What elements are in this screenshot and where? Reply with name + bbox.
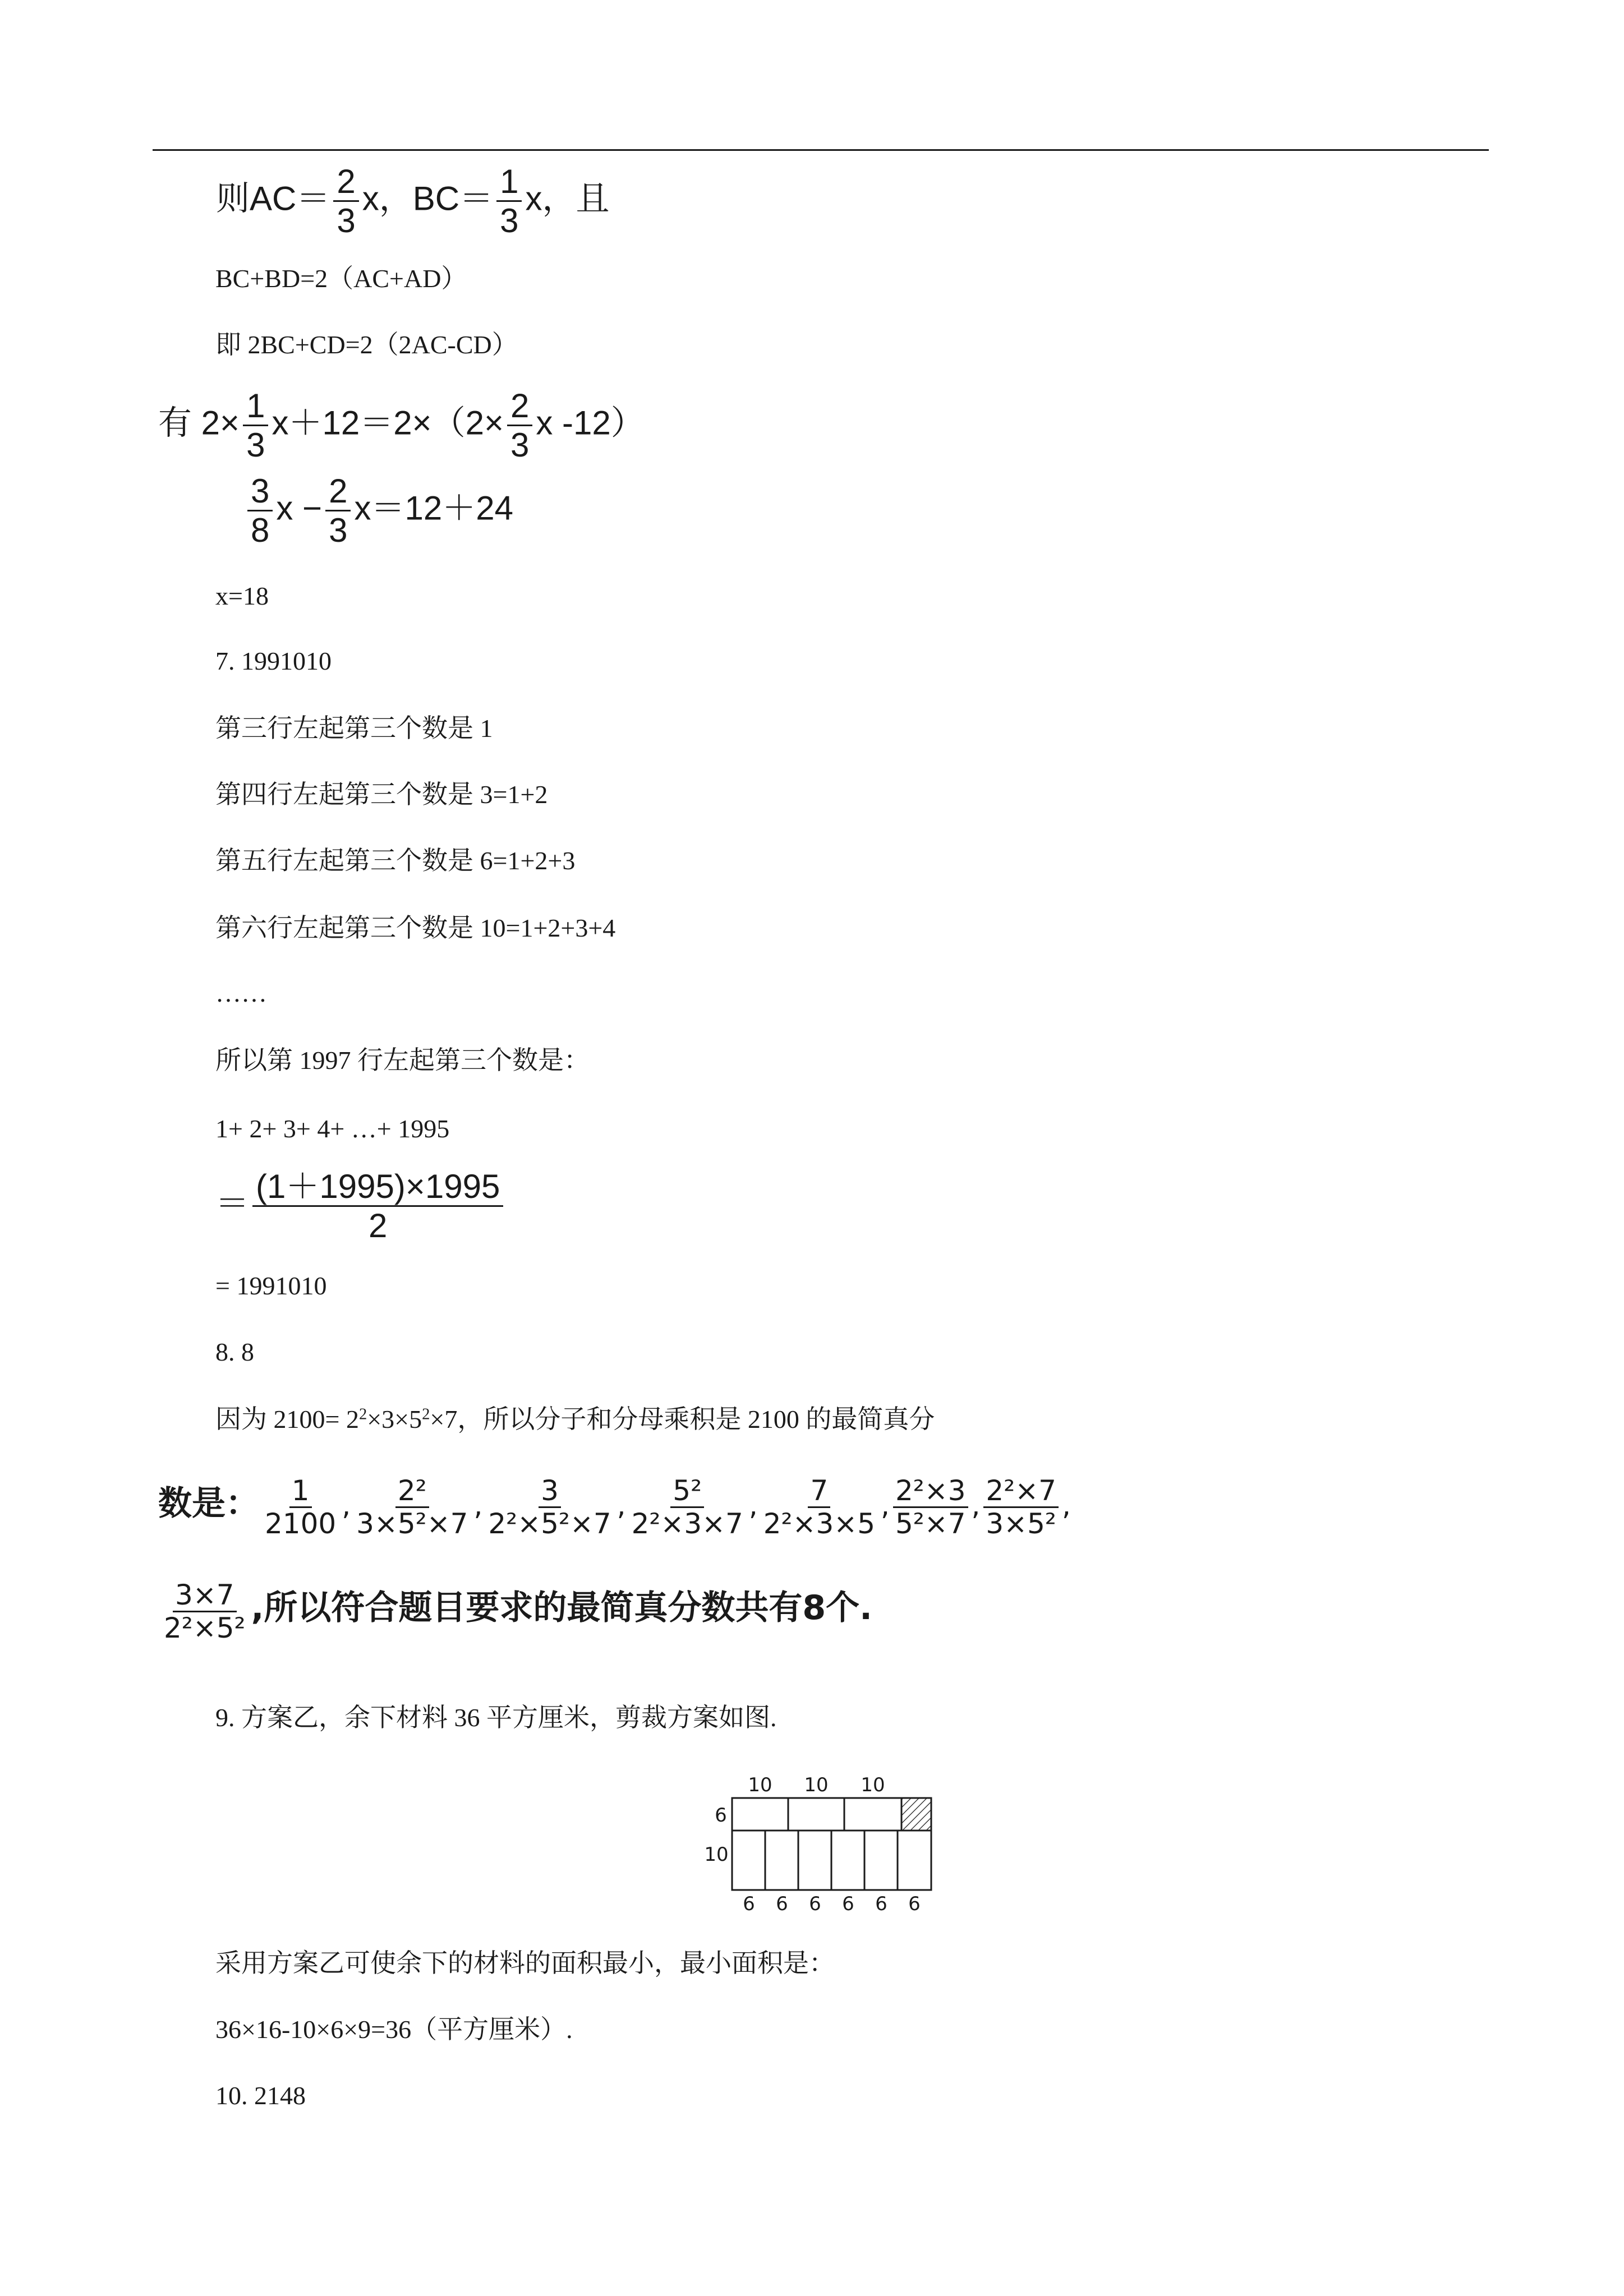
text-line: 第四行左起第三个数是 3=1+2 [215,780,548,809]
fraction: $\frac{1}{3}$ [496,163,522,239]
proper-fraction: $\frac{3\times 7}{\text{2²×5²}}$ [164,1579,246,1644]
text-line: 因为 $2100= 2^2\times 3\times 5^2\times 7$，所以分子和分母乘积是 2100 的最简真分 [215,1405,935,1433]
text-line: 第五行左起第三个数是 6=1+2+3 [215,846,576,875]
comma-separator: , [1061,1489,1071,1522]
answer-9: 9. 方案乙，余下材料 36 平方厘米，剪裁方案如图. [215,1703,777,1732]
text-line: x=18 [215,582,269,610]
proper-fraction: $\frac{3}{\text{2²×5²×7}}$ [488,1474,611,1540]
proper-fraction: $\frac{1}{2100}$ [265,1474,337,1540]
bottom-label: 6 [776,1893,788,1912]
comma-separator: , [881,1489,890,1522]
text-line: BC+BD=2（AC+AD） [215,264,467,293]
proper-fraction: $\frac{\text{2²×3}}{\text{5²×7}}$ [893,1475,968,1539]
fractions-row-2: $\frac{3\times 7}{\text{2²×5²}}$ ,所以符合题目要求的最简真分数共有8个. [158,1579,872,1644]
equation-line: 有 2× $\frac{1}{3}$ x＋12＝2×（2× $\frac{2}{3}$ x -12） [158,387,645,464]
fraction: $\frac{(1+1995)\times 1995}{2}$ [252,1168,503,1244]
text-line: 即 2BC+CD=2（2AC-CD） [215,330,518,359]
comma-separator: , [748,1489,758,1522]
text-line: 第六行左起第三个数是 10=1+2+3+4 [215,914,616,942]
fractions-row: 数是： $\frac{1}{2100}$ , $\frac{\text{2²}}{\text{3×5²×7}}$ , $\frac{3}{\text{2²×5²×7}}$ , $\frac{\text{5²}}{\text{2²×3×7}}$ , $\frac{7}{\text{2²×3×5}}$ , $\frac{\text{2²×3}}{\text{5²×7}}$ , $\frac{\text{2²×7}}{\text{3×5²}}$ , [158,1474,1071,1540]
left-label: 10 [704,1843,729,1866]
header-rule [153,149,1489,151]
top-label: 10 [804,1774,829,1796]
fraction: $\frac{3}{8}$ [247,472,273,549]
text-line: 36×16-10×6×9=36（平方厘米）. [215,2015,573,2044]
text-line: 所以第 1997 行左起第三个数是： [215,1046,590,1075]
bottom-label: 6 [809,1893,821,1912]
line-ac-bc: 则AC＝ $\frac{2}{3}$ x，BC＝ $\frac{1}{3}$ x，且 [216,163,610,240]
proper-fraction: $\frac{\text{2²×7}}{\text{3×5²}}$ [983,1475,1059,1539]
fraction: $\frac{1}{3}$ [243,387,268,464]
bottom-label: 6 [842,1893,854,1912]
comma-separator: , [971,1489,981,1522]
text-line: 1+ 2+ 3+ 4+ …+ 1995 [215,1114,450,1143]
bottom-label: 6 [743,1893,755,1912]
text-line: 采用方案乙可使余下的材料的面积最小，最小面积是： [215,1949,835,1977]
fraction-list [158,1579,251,1644]
answer-7: 7. 1991010 [215,647,332,675]
text-line: 第三行左起第三个数是 1 [215,714,493,743]
proper-fraction: $\frac{\text{2²}}{\text{3×5²×7}}$ [356,1474,468,1540]
fraction: $\frac{2}{3}$ [507,387,532,464]
proper-fraction: $\frac{\text{5²}}{\text{2²×3×7}}$ [631,1474,743,1540]
equation-line: $\frac{3}{8}$ x − $\frac{2}{3}$ x＝12＋24 [244,472,513,549]
waste-area [901,1798,931,1831]
fraction: $\frac{2}{3}$ [325,472,351,549]
sum-fraction-line: ＝ $\frac{(1+1995)\times 1995}{2}$ [215,1168,507,1244]
comma-separator: , [342,1489,351,1522]
comma-separator: , [473,1489,483,1522]
ellipsis-line: …… [215,979,267,1007]
comma-separator: , [617,1489,626,1522]
cutting-diagram [704,1767,951,1912]
top-label: 10 [748,1774,772,1796]
bottom-label: 6 [908,1893,921,1912]
answer-10: 10. 2148 [215,2081,306,2110]
text-line: = 1991010 [215,1271,327,1300]
fraction: $\frac{2}{3}$ [333,163,358,239]
answer-8: 8. 8 [215,1338,254,1366]
bottom-label: 6 [875,1893,887,1912]
proper-fraction: $\frac{7}{\text{2²×3×5}}$ [763,1474,876,1540]
top-label: 10 [861,1774,885,1796]
left-label: 6 [715,1804,727,1827]
